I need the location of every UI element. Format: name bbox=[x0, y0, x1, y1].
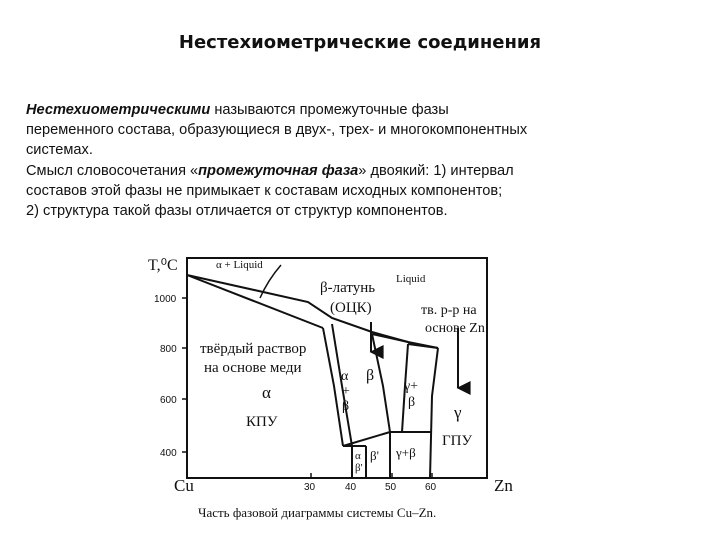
region-beta-brass-1: β-латунь bbox=[320, 280, 376, 296]
text-line-1-rest: называются промежуточные фазы bbox=[210, 102, 449, 118]
region-alpha-beta-top: α bbox=[341, 369, 349, 384]
region-beta: β bbox=[366, 367, 375, 384]
region-zn-solution-1: тв. р-р на bbox=[421, 303, 477, 318]
y-axis-label: T,⁰C bbox=[148, 257, 178, 274]
y-tick-600: 600 bbox=[160, 395, 177, 406]
term-nonstoichiometric: Нестехиометрическими bbox=[26, 102, 211, 118]
x-tick-30: 30 bbox=[304, 482, 316, 493]
region-betap: β' bbox=[370, 448, 379, 463]
text-line-4-pre: Смысл словосочетания « bbox=[26, 162, 199, 179]
region-cu-solution-2: на основе меди bbox=[204, 360, 302, 376]
x-left-label: Cu bbox=[174, 476, 194, 495]
y-tick-800: 800 bbox=[160, 344, 177, 355]
x-right-label: Zn bbox=[494, 476, 513, 495]
region-liquid: Liquid bbox=[396, 273, 426, 285]
region-alpha-betap-top: α bbox=[355, 450, 361, 462]
region-cu-solution-1: твёрдый раствор bbox=[200, 341, 307, 357]
liquidus-line bbox=[187, 275, 438, 348]
region-alpha-beta-bottom: β bbox=[342, 399, 350, 414]
y-tick-400: 400 bbox=[160, 448, 177, 459]
region-alpha-beta-plus: + bbox=[342, 384, 350, 399]
y-tick-1000: 1000 bbox=[154, 294, 177, 305]
text-line-2: переменного состава, образующиеся в двух-, трех- и многокомпонентных bbox=[26, 122, 528, 139]
peritectic-line-1 bbox=[372, 334, 408, 342]
alpha-solvus-line bbox=[323, 328, 343, 446]
region-hcp: ГПУ bbox=[442, 433, 473, 449]
text-line-4 bbox=[26, 161, 706, 181]
region-gamma-beta-top: γ+ bbox=[404, 379, 419, 394]
region-alpha: α bbox=[262, 383, 271, 402]
region-beta-brass-2: (ОЦК) bbox=[330, 300, 372, 316]
region-gamma-betap: γ+β bbox=[396, 445, 416, 460]
cu-zn-phase-diagram bbox=[140, 246, 540, 540]
region-zn-solution-2: основе Zn bbox=[425, 321, 485, 336]
gamma-right-line bbox=[430, 348, 438, 478]
text-line-6: 2) структура такой фазы отличается от структур компонентов. bbox=[26, 203, 448, 220]
text-line-1 bbox=[26, 100, 706, 120]
text-line-5: составов этой фазы не примыкает к составам исходных компонентов; bbox=[26, 182, 503, 199]
term-intermediate-phase: промежуточная фаза bbox=[198, 162, 359, 179]
beta-right-line bbox=[372, 334, 390, 432]
x-tick-60: 60 bbox=[425, 482, 437, 493]
region-gamma: γ bbox=[454, 403, 462, 422]
region-alpha-liquid: α + Liquid bbox=[216, 259, 263, 271]
definition-paragraph bbox=[26, 100, 706, 221]
text-line-4-post: » двоякий: 1) интервал bbox=[358, 162, 514, 179]
region-alpha-betap-bottom: β' bbox=[355, 462, 363, 474]
x-tick-40: 40 bbox=[345, 482, 357, 493]
slide-title: Нестехиометрические соединения bbox=[178, 32, 542, 53]
diagram-caption: Часть фазовой диаграммы системы Cu–Zn. bbox=[198, 505, 437, 520]
x-tick-50: 50 bbox=[385, 482, 397, 493]
text-line-3: системах. bbox=[26, 142, 93, 159]
region-fcc: КПУ bbox=[246, 414, 278, 430]
region-gamma-beta-bottom: β bbox=[408, 395, 416, 410]
